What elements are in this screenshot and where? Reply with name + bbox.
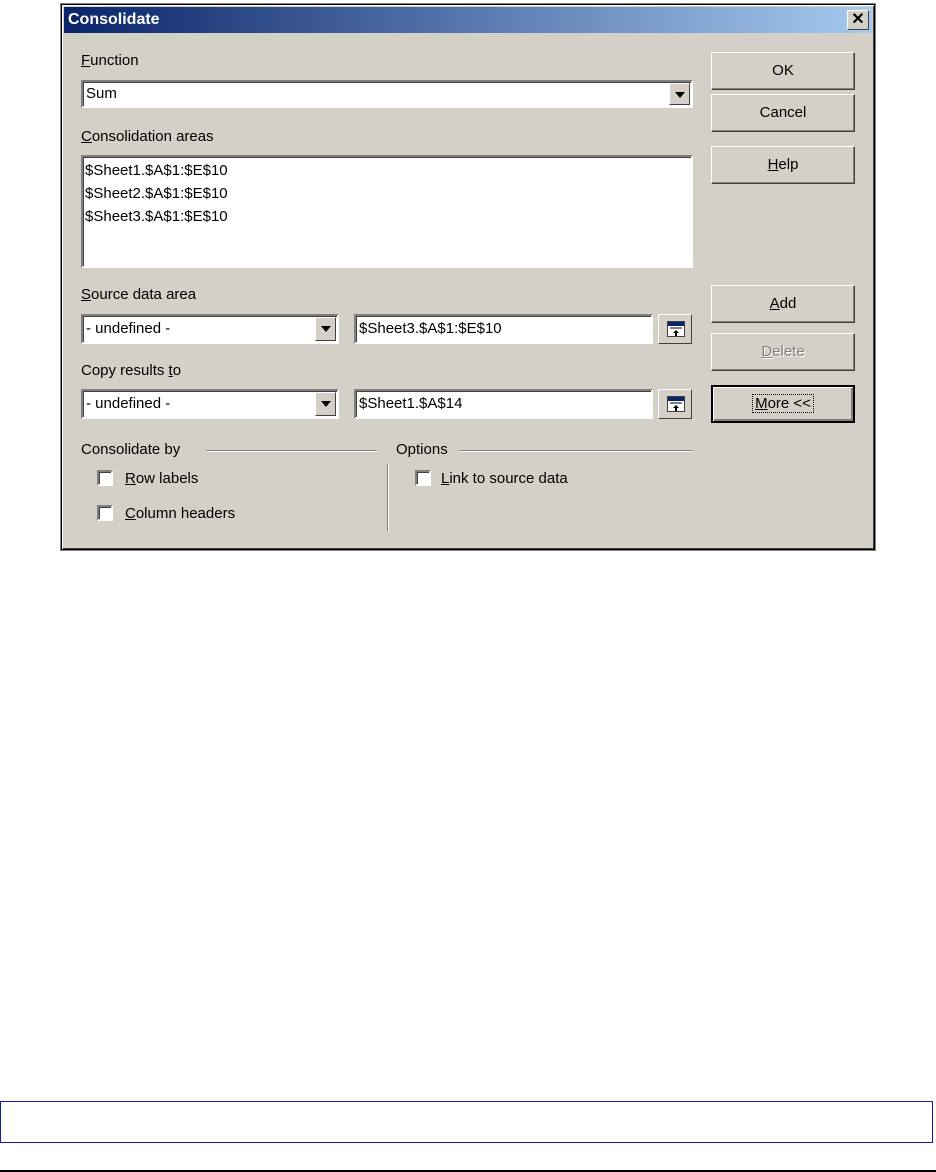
dialog-title: Consolidate xyxy=(68,11,160,28)
list-item[interactable]: $Sheet2.$A$1:$E$10 xyxy=(85,185,228,202)
list-item[interactable]: $Sheet3.$A$1:$E$10 xyxy=(85,208,228,225)
copy-results-to-select[interactable] xyxy=(81,389,339,419)
copy-select-value: - undefined - xyxy=(86,395,171,412)
source-data-area-label: Source data area xyxy=(81,286,197,303)
function-label: Function xyxy=(81,52,139,69)
link-to-source-checkbox[interactable] xyxy=(415,470,431,486)
source-select-value: - undefined - xyxy=(86,320,171,337)
copy-input-value: $Sheet1.$A$14 xyxy=(359,395,463,412)
function-select[interactable] xyxy=(81,80,693,108)
consolidate-by-divider xyxy=(206,450,377,452)
caption-box xyxy=(0,1101,933,1143)
consolidation-areas-list[interactable] xyxy=(81,155,693,268)
consolidation-areas-label: Consolidation areas xyxy=(81,128,214,145)
source-input-value: $Sheet3.$A$1:$E$10 xyxy=(359,320,502,337)
column-headers-checkbox[interactable] xyxy=(97,505,113,521)
copy-results-to-label: Copy results to xyxy=(81,362,182,379)
consolidate-by-label: Consolidate by xyxy=(81,441,181,458)
function-value: Sum xyxy=(86,85,117,102)
shrink-dialog-icon xyxy=(667,396,685,412)
source-shrink-button[interactable] xyxy=(658,314,692,344)
chevron-down-icon[interactable] xyxy=(669,83,690,105)
source-data-area-input[interactable] xyxy=(354,314,653,344)
add-button[interactable]: Add xyxy=(711,285,855,323)
copy-results-to-input[interactable] xyxy=(354,389,653,419)
close-button[interactable] xyxy=(847,10,869,30)
cancel-button[interactable]: Cancel xyxy=(711,94,855,132)
chevron-down-icon[interactable] xyxy=(315,392,336,416)
consolidate-dialog xyxy=(61,4,875,550)
column-headers-label[interactable]: Column headers xyxy=(125,505,236,522)
row-labels-checkbox[interactable] xyxy=(97,470,113,486)
delete-button[interactable]: Delete xyxy=(711,333,855,371)
link-to-source-label[interactable]: Link to source data xyxy=(441,470,568,487)
copy-shrink-button[interactable] xyxy=(658,389,692,419)
title-bar[interactable] xyxy=(64,7,872,33)
list-item[interactable]: $Sheet1.$A$1:$E$10 xyxy=(85,162,228,179)
chevron-down-icon[interactable] xyxy=(315,317,336,341)
source-data-area-select[interactable] xyxy=(81,314,339,344)
options-divider xyxy=(459,450,693,452)
options-label: Options xyxy=(396,441,448,458)
options-vertical-divider xyxy=(387,464,389,531)
row-labels-label[interactable]: Row labels xyxy=(125,470,199,487)
help-button[interactable]: Help xyxy=(711,146,855,184)
shrink-dialog-icon xyxy=(667,321,685,337)
more-button[interactable]: More << xyxy=(711,385,855,423)
close-icon: ✕ xyxy=(851,11,865,28)
ok-button[interactable]: OK xyxy=(711,52,855,90)
